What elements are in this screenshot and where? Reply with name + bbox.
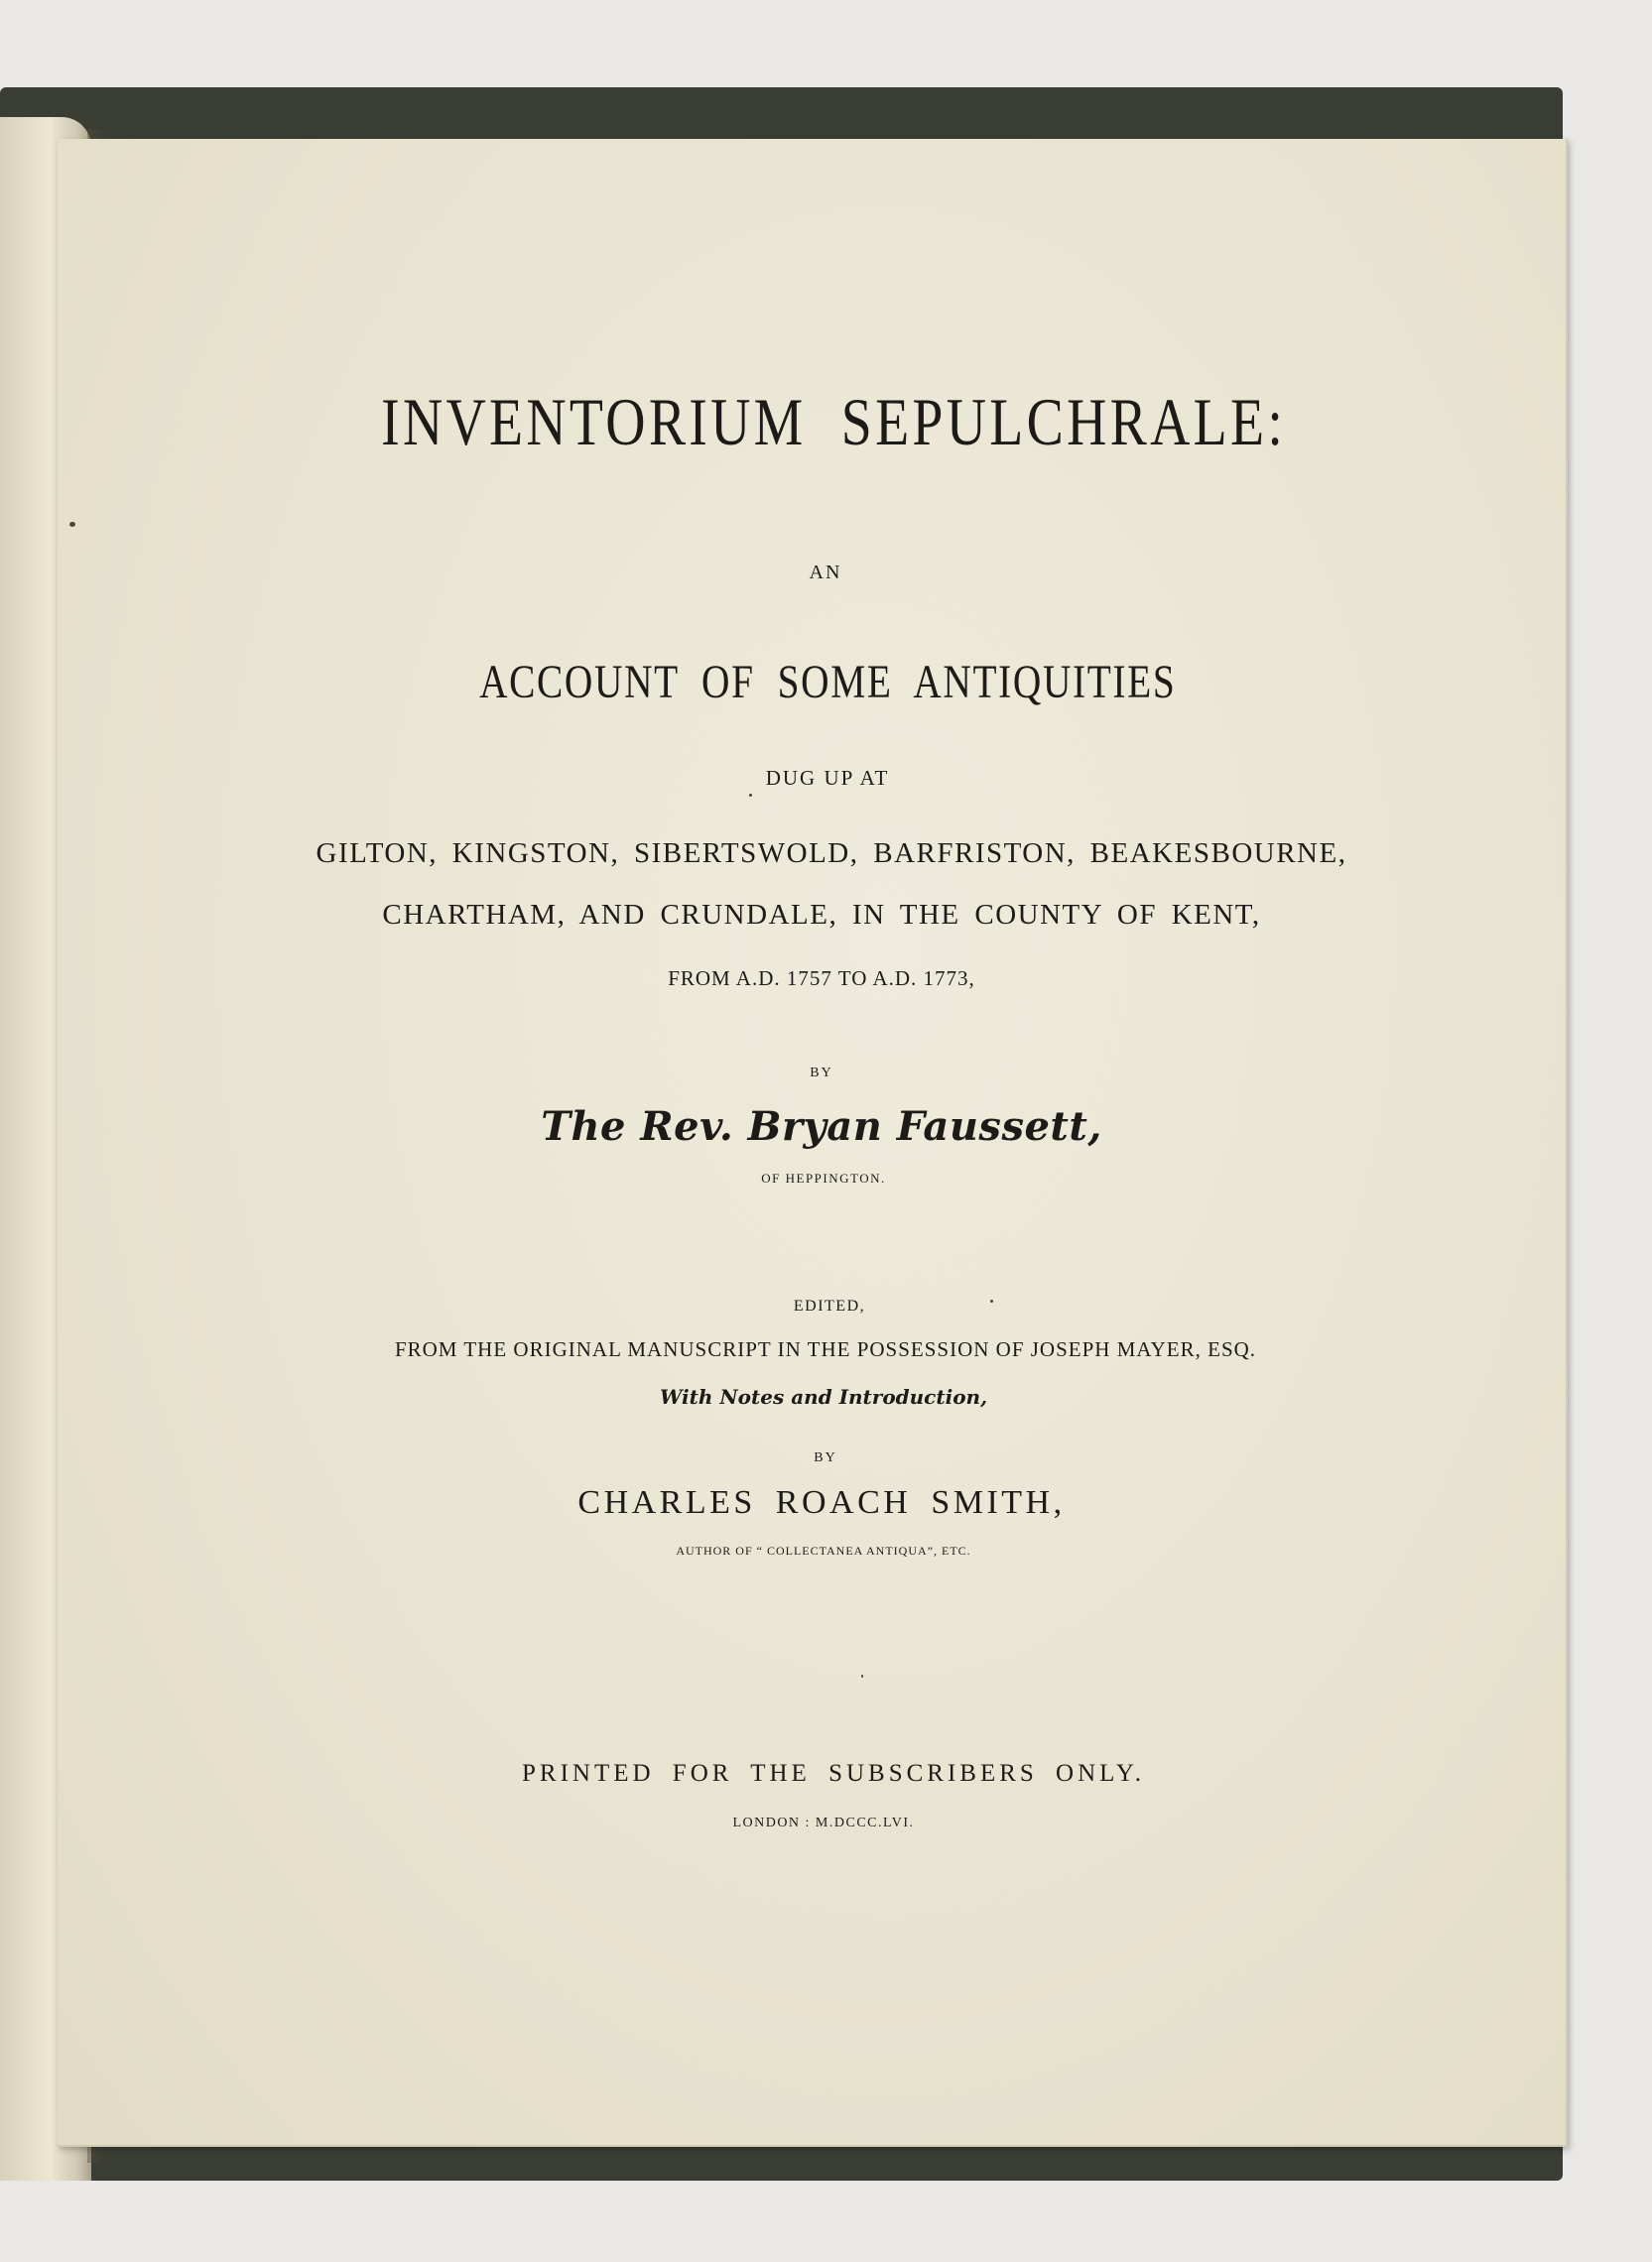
places-line-2: CHARTHAM, AND CRUNDALE, IN THE COUNTY OF KENT, <box>382 899 1261 931</box>
author-name: The Rev. Bryan Faussett, <box>541 1103 1102 1150</box>
manuscript-source: FROM THE ORIGINAL MANUSCRIPT IN THE POSSESSION OF JOSEPH MAYER, ESQ. <box>394 1337 1257 1361</box>
author-place: OF HEPPINGTON. <box>761 1171 886 1186</box>
notes-introduction: With Notes and Introduction, <box>659 1385 988 1409</box>
paper-speck <box>749 794 752 797</box>
book-title: INVENTORIUM SEPULCHRALE: <box>380 384 1286 459</box>
dug-up-at: DUG UP AT <box>765 766 890 790</box>
by-label-editor: BY <box>814 1450 837 1465</box>
edited-label: EDITED, <box>793 1298 866 1315</box>
paper-speck <box>69 522 75 527</box>
title-page <box>58 139 1568 2147</box>
printed-for: PRINTED FOR THE SUBSCRIBERS ONLY. <box>521 1760 1146 1787</box>
by-label: BY <box>810 1066 833 1080</box>
paper-speck <box>861 1675 863 1678</box>
date-range: FROM A.D. 1757 TO A.D. 1773, <box>668 966 975 990</box>
subtitle-account: ACCOUNT OF SOME ANTIQUITIES <box>478 656 1177 708</box>
places-line-1: GILTON, KINGSTON, SIBERTSWOLD, BARFRISTON, BEAKESBOURNE, <box>316 837 1347 869</box>
editor-name: CHARLES ROACH SMITH, <box>577 1484 1066 1521</box>
article-an: AN <box>809 562 842 583</box>
imprint: LONDON : M.DCCC.LVI. <box>732 1816 915 1830</box>
editor-credit: AUTHOR OF “ COLLECTANEA ANTIQUA”, ETC. <box>676 1544 971 1558</box>
paper-speck <box>990 1300 993 1303</box>
